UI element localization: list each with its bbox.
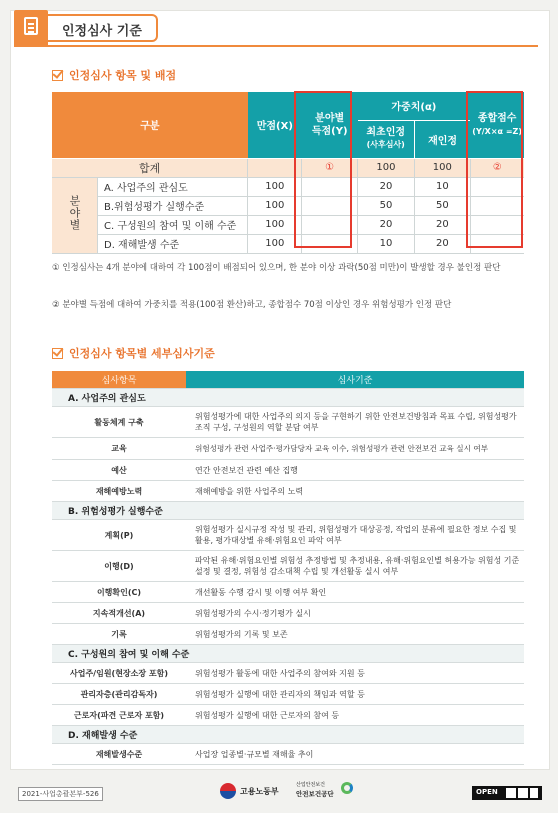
item-name: 예산 (52, 460, 186, 481)
col-weight-initial (358, 120, 415, 158)
group-title: B. 위험성평가 실행수준 (52, 502, 524, 520)
document-icon (14, 10, 48, 46)
row-full: 100 (248, 215, 302, 234)
item-desc: 위험성평가 실행에 대한 관리자의 책임과 역할 등 (186, 684, 524, 705)
row-label: C. 구성원의 참여 및 이해 수준 (98, 215, 248, 234)
item-desc: 연간 안전보건 관련 예산 집행 (186, 460, 524, 481)
section2-title: 인정심사 항목별 세부심사기준 (69, 347, 215, 360)
item-name: 지속적개선(A) (52, 603, 186, 624)
item-name: 사업주/임원(현장소장 포함) (52, 663, 186, 684)
col-criteria: 심사기준 (186, 371, 524, 389)
document-code: 2021-사업총괄본부-526 (18, 787, 103, 801)
item-name: 이행(D) (52, 551, 186, 582)
row-label: A. 사업주의 관심도 (98, 177, 248, 196)
item-desc: 위험성평가에 대한 사업주의 의지 등을 구현하기 위한 안전보건방침과 목표 수립, 위험성평가 조직 구성, 구성원의 역할 분담 여부 (186, 407, 524, 438)
item-desc: 파악된 유해·위험요인별 위험성 추정방법 및 추정내용, 유해·위험요인별 허용가능 위험성 기준 설정 및 결정, 위험성 감소대책 수립 및 개선활동 실시 여부 (186, 551, 524, 582)
kosha-emblem-icon (341, 782, 353, 794)
row-weight-initial: 20 (358, 215, 415, 234)
item-desc: 위험성평가 활동에 대한 사업주의 참여와 지원 등 (186, 663, 524, 684)
item-desc: 위험성평가의 수시·정기평가 실시 (186, 603, 524, 624)
license-attribution-icon (506, 788, 516, 798)
license-noncommercial-icon (518, 788, 528, 798)
highlight-total (466, 91, 523, 248)
item-desc: 위험성평가 실행에 대한 근로자의 참여 등 (186, 705, 524, 726)
group-title: C. 구성원의 참여 및 이해 수준 (52, 645, 524, 663)
row-label: D. 재해발생 수준 (98, 234, 248, 253)
sum-weight-initial: 100 (358, 158, 415, 177)
kosha-logo-top: 산업안전보건 (296, 782, 325, 788)
item-name: 계획(P) (52, 520, 186, 551)
item-name: 활동체계 구축 (52, 407, 186, 438)
row-weight-initial: 50 (358, 196, 415, 215)
col-total-formula: (Y/X×α =Z) (472, 126, 522, 136)
col-weight-re: 재인정 (414, 120, 470, 158)
col-total-label: 종합점수 (477, 112, 517, 124)
title-rule (14, 45, 538, 47)
row-full: 100 (248, 234, 302, 253)
kosha-logo-text: 안전보건공단 (296, 790, 334, 798)
item-desc: 사업장 업종별·규모별 재해율 추이 (186, 744, 524, 765)
open-badge-text: OPEN (476, 788, 498, 796)
row-label: B.위험성평가 실행수준 (98, 196, 248, 215)
page-title: 인정심사 기준 (62, 24, 142, 39)
note-1: ① 인정심사는 4개 분야에 대하여 각 100점이 배점되어 있으며, 한 분야 이상 과락(50점 미만)이 발생할 경우 불인정 판단 (52, 263, 501, 273)
page-title-tab (48, 14, 158, 42)
criteria-table (52, 371, 524, 765)
sum-score: ① (302, 158, 358, 177)
item-name: 교육 (52, 438, 186, 460)
row-weight-re: 20 (414, 234, 470, 253)
item-name: 재해예방노력 (52, 481, 186, 502)
row-weight-re: 10 (414, 177, 470, 196)
group-title: A. 사업주의 관심도 (52, 389, 524, 407)
highlight-domain-score (294, 91, 352, 248)
row-weight-re: 20 (414, 215, 470, 234)
item-name: 이행확인(C) (52, 582, 186, 603)
col-weight-initial-sub: (사후심사) (366, 140, 405, 149)
col-weight-initial-label: 최초인정 (366, 127, 406, 138)
col-domain-score: 분야별 득점(Y) (302, 92, 358, 158)
item-desc: 위험성평가 실시규정 작성 및 관리, 위험성평가 대상공정, 작업의 분류에 필요한 정보 수집 및 활용, 평가대상별 유해·위험요인 파악 여부 (186, 520, 524, 551)
row-full: 100 (248, 177, 302, 196)
moel-logo-text: 고용노동부 (240, 786, 279, 796)
row-weight-re: 50 (414, 196, 470, 215)
col-category: 구분 (52, 92, 248, 158)
item-desc: 개선활동 수행 감시 및 이행 여부 확인 (186, 582, 524, 603)
kogl-open-badge (472, 786, 542, 800)
license-noderiv-icon (530, 788, 538, 798)
group-title: D. 재해발생 수준 (52, 726, 524, 744)
score-table (52, 92, 524, 254)
section1-heading (52, 67, 176, 83)
note-2: ② 분야별 득점에 대하여 가중치를 적용(100점 환산)하고, 종합점수 70점 이상인 경우 위험성평가 인정 판단 (52, 300, 452, 310)
item-desc: 위험성평가 관련 사업주·평가담당자 교육 이수, 위험성평가 관련 안전보건 교육 실시 여부 (186, 438, 524, 460)
item-desc: 위험성평가의 기록 및 보존 (186, 624, 524, 645)
sum-label: 합계 (52, 158, 248, 177)
sum-total: ② (470, 158, 524, 177)
sum-weight-re: 100 (414, 158, 470, 177)
group-label-text: 분야별 (68, 195, 81, 231)
kosha-logo (296, 781, 334, 799)
checkbox-icon (52, 348, 63, 359)
section2-heading (52, 345, 215, 361)
item-name: 근로자(파견 근로자 포함) (52, 705, 186, 726)
moel-logo (220, 783, 279, 799)
item-desc: 재해예방을 위한 사업주의 노력 (186, 481, 524, 502)
section1-title: 인정심사 항목 및 배점 (69, 69, 177, 82)
item-name: 기록 (52, 624, 186, 645)
col-full: 만점(X) (248, 92, 302, 158)
item-name: 재해발생수준 (52, 744, 186, 765)
checkbox-icon (52, 70, 63, 81)
col-item: 심사항목 (52, 371, 186, 389)
row-full: 100 (248, 196, 302, 215)
group-label (52, 177, 98, 253)
taegeuk-icon (220, 783, 236, 799)
row-weight-initial: 20 (358, 177, 415, 196)
item-name: 관리자층(관리감독자) (52, 684, 186, 705)
col-weight: 가중치(α) (358, 92, 471, 120)
row-weight-initial: 10 (358, 234, 415, 253)
